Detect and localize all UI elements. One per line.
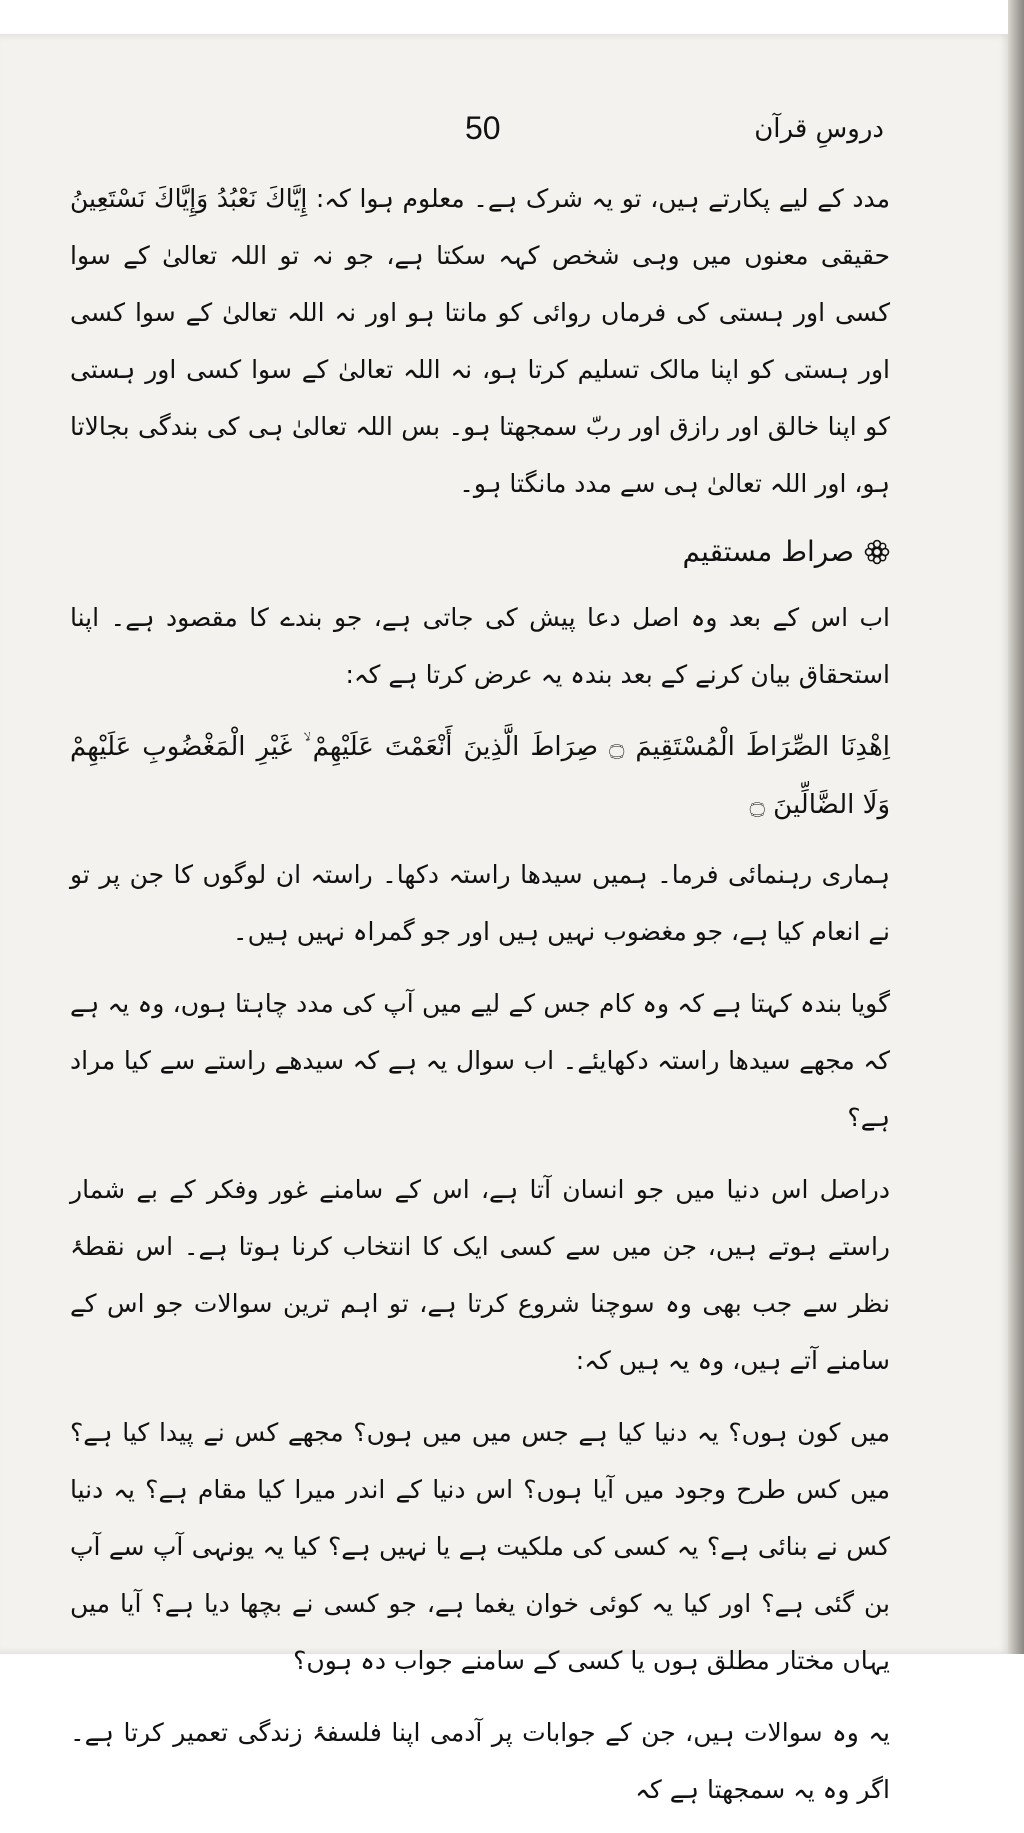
paragraph-4: گویا بندہ کہتا ہے کہ وہ کام جس کے لیے میں آپ کی مدد چاہتا ہوں، وہ یہ ہے کہ مجھے سیدھا راستہ دکھایئے۔ اب سوال یہ ہے کہ سیدھے راستے سے کیا مراد ہے؟ <box>70 989 890 1132</box>
page-body <box>70 170 890 1833</box>
running-title: دروسِ قرآن <box>754 114 884 144</box>
paragraph-6: میں کون ہوں؟ یہ دنیا کیا ہے جس میں میں ہوں؟ مجھے کس نے پیدا کیا ہے؟ میں کس طرح وجود میں آیا ہوں؟ اس دنیا کے اندر میرا کیا مقام ہے؟ یہ دنیا کس نے بنائی ہے؟ یہ کسی کی ملکیت ہے یا نہیں ہے؟ کیا یہ یونہی آپ سے آپ بن گئی ہے؟ اور کیا یہ کوئی خوان یغما ہے، جو کسی نے بچھا دیا ہے؟ آیا میں یہاں مختار مطلق ہوں یا کسی کے سامنے جواب دہ ہوں؟ <box>70 1418 890 1675</box>
quran-verse: اِهْدِنَا الصِّرَاطَ الْمُسْتَقِيمَ ۝ صِرَاطَ الَّذِينَ أَنْعَمْتَ عَلَيْهِمْ ۙ غَيْرِ الْمَغْضُوبِ عَلَيْهِمْ وَلَا الضَّالِّينَ ۝ <box>70 732 891 820</box>
paragraph-1: مدد کے لیے پکارتے ہیں، تو یہ شرک ہے۔ معلوم ہوا کہ: إِيَّاكَ نَعْبُدُ وَإِيَّاكَ نَسْتَعِينُ حقیقی معنوں میں وہی شخص کہہ سکتا ہے، جو نہ تو اللہ تعالیٰ کے سوا کسی اور ہستی کی فرماں روائی کو مانتا ہو اور نہ اللہ تعالیٰ کے سوا کسی اور ہستی کو اپنا مالک تسلیم کرتا ہو، نہ اللہ تعالیٰ کے سوا کسی اور ہستی کو اپنا خالق اور رازق اور ربّ سمجھتا ہو۔ بس اللہ تعالیٰ ہی کی بندگی بجالاتا ہو، اور اللہ تعالیٰ ہی سے مدد مانگتا ہو۔ <box>70 184 890 498</box>
page-edge-shadow <box>1008 0 1024 1654</box>
paragraph-2: اب اس کے بعد وہ اصل دعا پیش کی جاتی ہے، جو بندے کا مقصود ہے۔ اپنا استحقاق بیان کرنے کے بعد بندہ یہ عرض کرتا ہے کہ: <box>70 603 890 689</box>
section-heading-text: صراط مستقیم <box>682 535 854 568</box>
paragraph-7: یہ وہ سوالات ہیں، جن کے جوابات پر آدمی اپنا فلسفۂ زندگی تعمیر کرتا ہے۔ اگر وہ یہ سمجھتا ہے کہ <box>70 1718 890 1804</box>
paragraph-3: ہماری رہنمائی فرما۔ ہمیں سیدھا راستہ دکھا۔ راستہ ان لوگوں کا جن پر تو نے انعام کیا ہے، جو مغضوب نہیں ہیں اور جو گمراہ نہیں ہیں۔ <box>70 860 890 946</box>
paragraph-5: دراصل اس دنیا میں جو انسان آتا ہے، اس کے سامنے غور وفکر کے بے شمار راستے ہوتے ہیں، جن میں سے کسی ایک کا انتخاب کرنا ہوتا ہے۔ اس نقطۂ نظر سے جب بھی وہ سوچنا شروع کرتا ہے، تو اہم ترین سوالات جو اس کے سامنے آتے ہیں، وہ یہ ہیں کہ: <box>70 1175 890 1375</box>
section-heading <box>70 527 890 577</box>
flower-ornament-icon <box>864 539 890 565</box>
page-number: 50 <box>465 110 501 146</box>
